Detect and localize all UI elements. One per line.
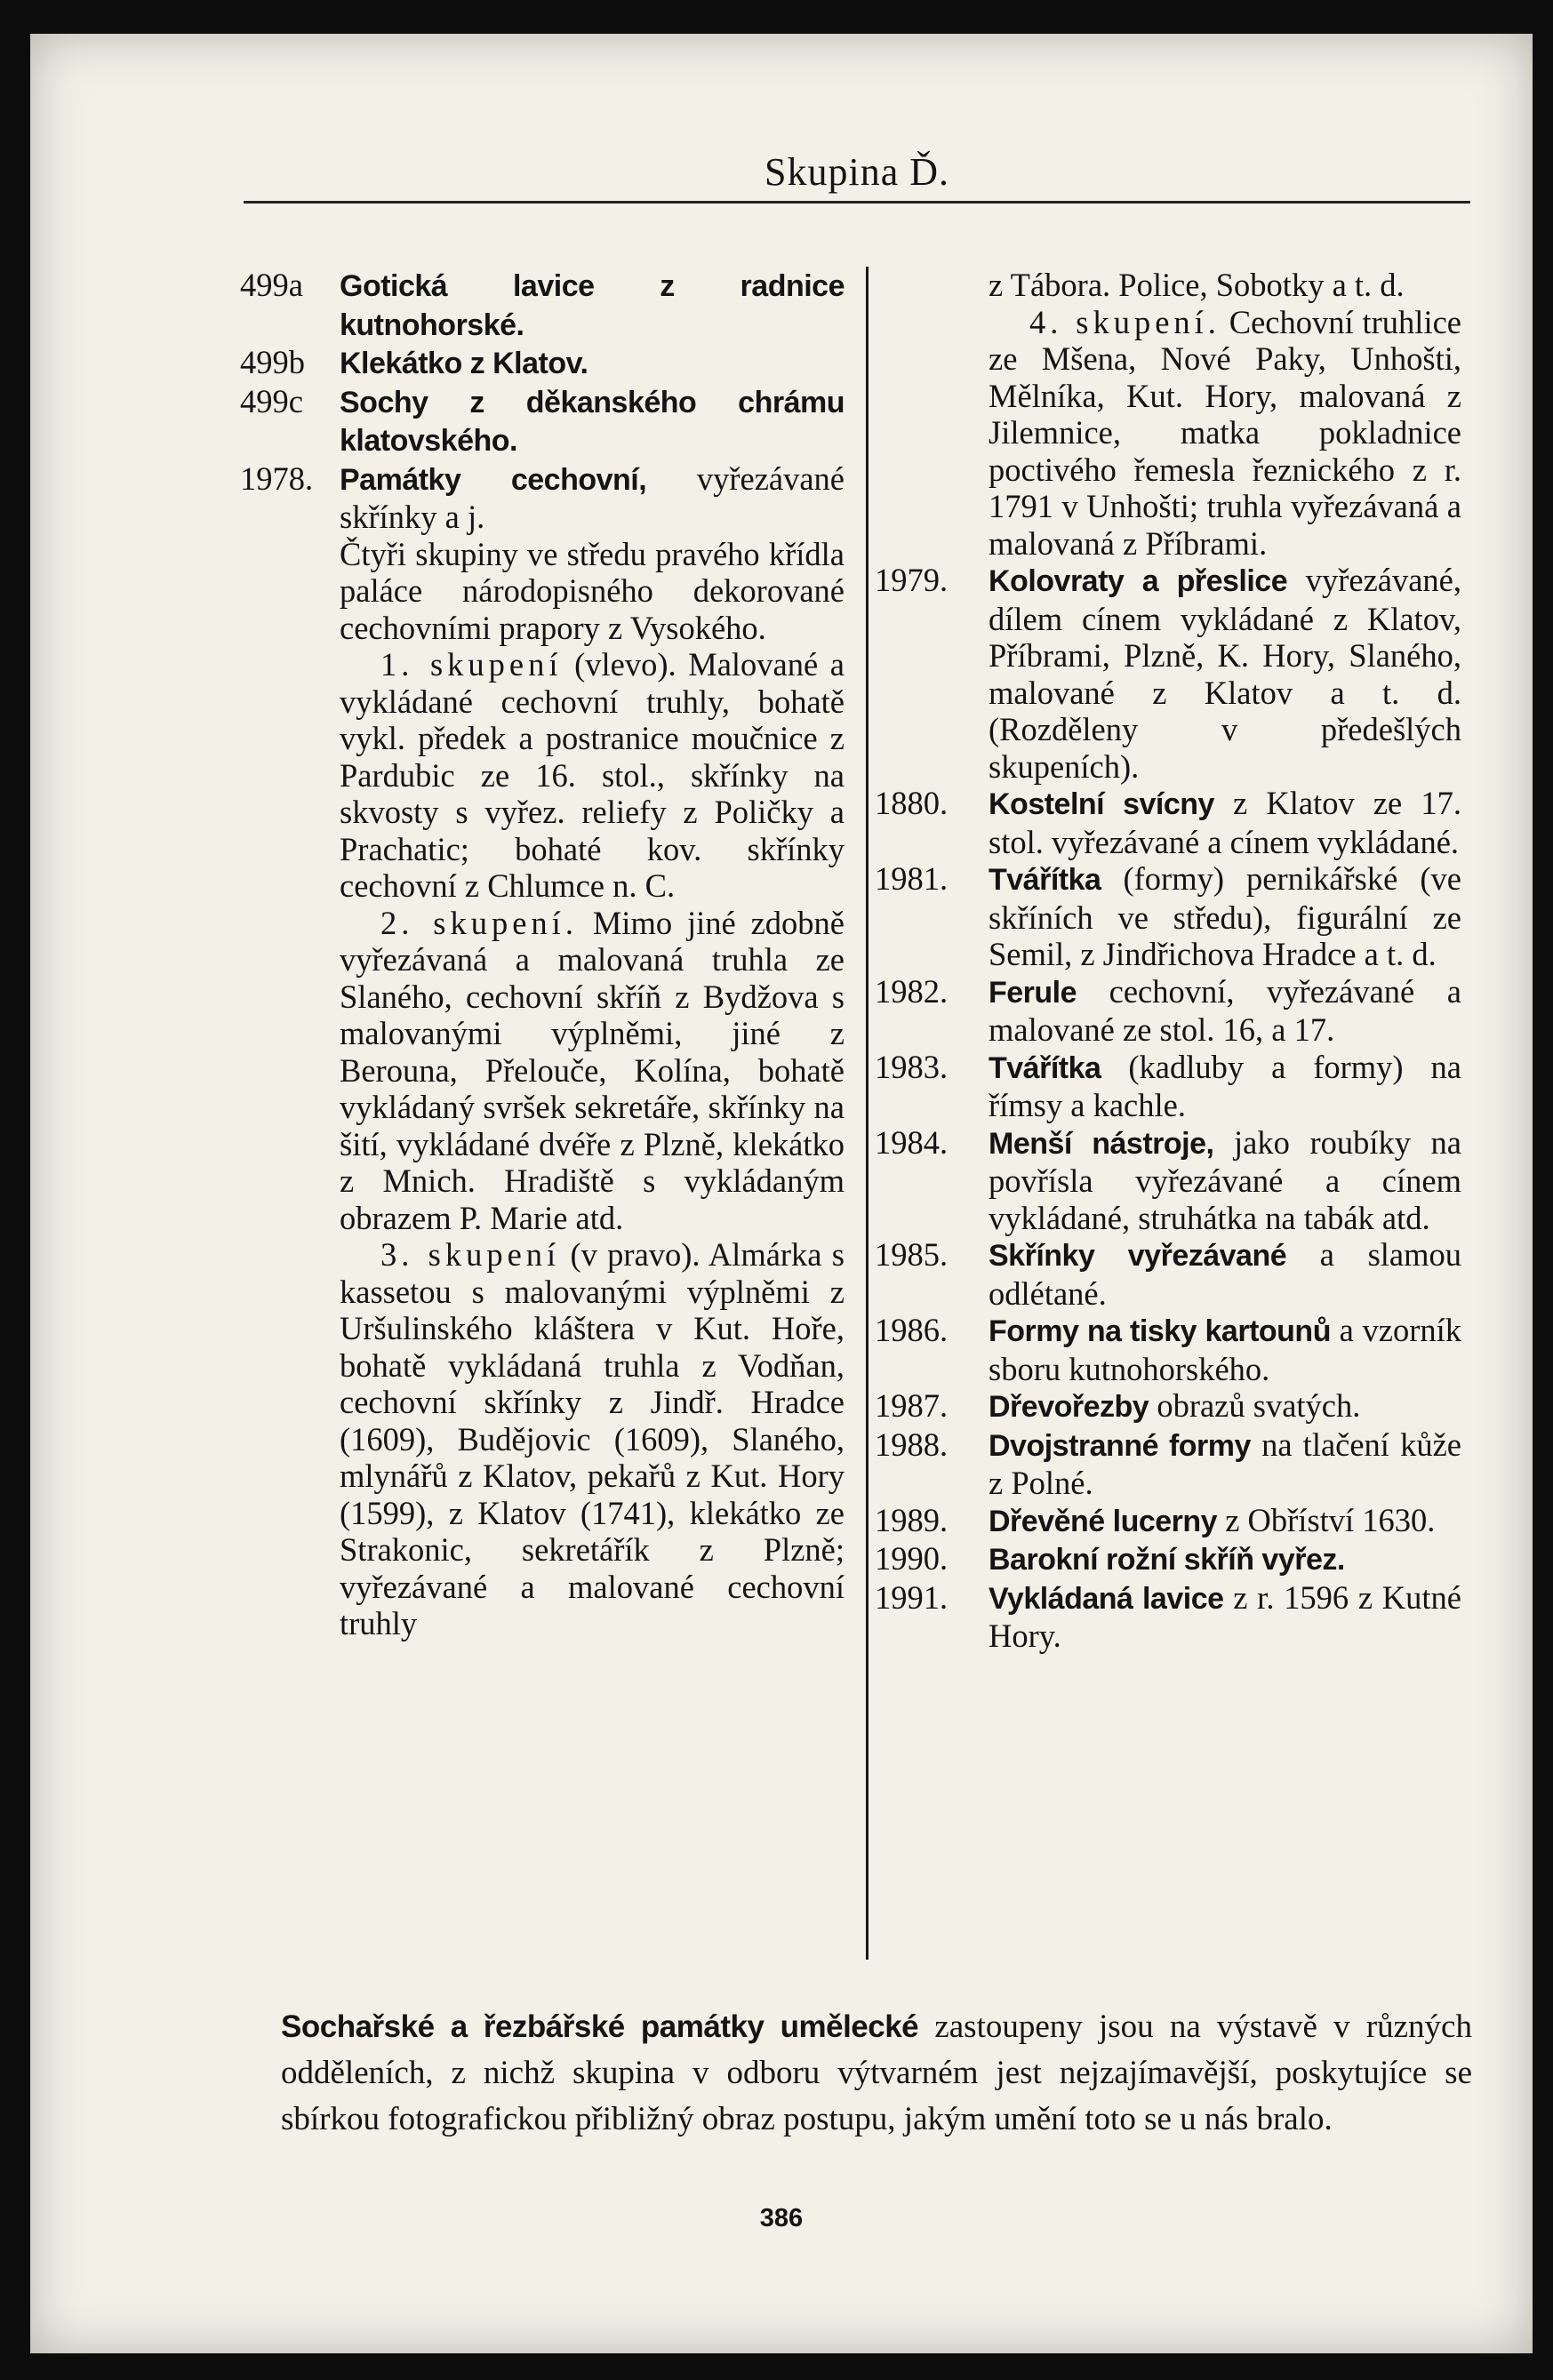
closing-heading: Sochařské a řezbářské památky umělecké [281, 2009, 919, 2044]
continued-text: z Tábora. Police, Sobotky a t. d. [989, 267, 1405, 303]
entry-1979 [875, 562, 1461, 785]
group-text: Mimo jiné zdobně vyřezávaná a malovaná truhla ze Slaného, cechovní skříň z Bydžova s malovanými výplněmi, jiné z Berouna, Přelouče, Kolína, bohatě vykládaný svršek sekretáře, skřínky na šití, vykládané dvéře z Plzně, klekátko z Mnich. Hradiště s vykládaným obrazem P. Marie atd. [340, 904, 845, 1236]
entry-text: z r. 1596 z Kutné Hory. [989, 1578, 1462, 1654]
entry-number: 1982. [875, 972, 949, 1010]
page-header [244, 149, 1470, 212]
group-text: Cechovní truhlice ze Mšena, Nové Paky, Unhošti, Mělníka, Kut. Hory, malovaná z Jilemnice, matka pokladnice poctivého řemesla řeznického z r. 1791 v Unhošti; truhla vyřezávaná a malovaná z Příbrami. [989, 303, 1461, 562]
entry-heading: Kolovraty a přeslice [989, 564, 1288, 598]
closing-text: zastoupeny jsou na výstavě v různých odděleních, z nichž skupina v odboru výtvarném jest nejzajímavější, poskytujíce se sbírkou fotografickou přibližný obraz postupu, jakým umění toto se u nás bralo. [281, 2009, 1472, 2137]
entry-1987 [875, 1387, 1461, 1426]
entry-heading: Vykládaná lavice [989, 1581, 1224, 1616]
entry-1880 [875, 785, 1461, 860]
entry-number: 1985. [875, 1236, 949, 1273]
entry-1990 [875, 1540, 1461, 1579]
entry-number: 1981. [875, 860, 949, 897]
entry-1981 [875, 860, 1461, 973]
book-page [30, 34, 1533, 2353]
entry-number: 1989. [875, 1501, 949, 1538]
entry-heading: Památky cechovní, [340, 462, 647, 497]
group-3 [340, 1236, 845, 1642]
entry-text: z Obříství 1630. [1217, 1501, 1436, 1538]
entry-499b [240, 344, 845, 383]
entry-heading: Ferule [989, 975, 1077, 1010]
entry-1991 [875, 1579, 1461, 1655]
right-column [875, 267, 1461, 1655]
entry-heading: Tvářítka [989, 1050, 1101, 1085]
left-column [240, 267, 845, 1642]
closing-paragraph [281, 2004, 1472, 2143]
entry-text: jako roubíky na povřísla vyřezávané a cínem vykládané, struhátka na tabák atd. [989, 1123, 1462, 1236]
entry-1986 [875, 1312, 1461, 1387]
entry-text: vyřezávané, dílem cínem vykládané z Klatov, Příbrami, Plzně, K. Hory, Slaného, malované z Klatov a t. d. (Rozděleny v předešlých skupeních). [989, 562, 1461, 785]
group-2 [340, 905, 845, 1237]
group-text: (v pravo). Almárka s kassetou s malovanými výplněmi z Uršulinského kláštera v Kut. Hoře, bohatě vykládaná truhla z Vodňan, cechovní skřínky z Jindř. Hradce (1609), Budějovic (1609), Slaného, mlynářů z Klatov, pekařů z Kut. Hory (1599), z Klatov (1741), klekátko ze Strakonic, sekretářík z Plzně; vyřezávané a malované cechovní truhly [340, 1236, 845, 1641]
entry-1978 [240, 460, 845, 1642]
entry-text: z Klatov ze 17. stol. vyřezávané a cínem vykládané. [989, 785, 1461, 860]
entry-text: a slamou odlétané. [989, 1236, 1462, 1312]
entry-heading: Tvářítka [989, 863, 1101, 897]
entry-heading: Menší nástroje, [989, 1126, 1214, 1161]
entry-number: 1979. [875, 562, 949, 598]
group-label: 2. skupení. [380, 904, 578, 941]
group-1 [340, 646, 845, 905]
entry-heading: Formy na tisky kartounů [989, 1314, 1331, 1348]
entry-1983 [875, 1049, 1461, 1124]
entry-number: 1880. [875, 785, 949, 821]
entry-number: 499a [240, 267, 303, 303]
entry-heading: Dřevěné lucerny [989, 1504, 1218, 1538]
entry-heading: Skřínky vyřezávané [989, 1239, 1287, 1273]
entry-499a [240, 267, 845, 344]
group-label: 4. skupení. [1029, 303, 1221, 340]
entry-text: vyřezávané skřínky a j. [340, 459, 845, 535]
entry-text: cechovní, vyřezávané a malované ze stol. 16, a 17. [989, 972, 1461, 1048]
column-divider [866, 267, 869, 1960]
group-label: 1. skupení [380, 646, 563, 683]
entry-number: 1987. [875, 1387, 949, 1424]
group-label: 3. skupení [380, 1236, 561, 1273]
header-rule [244, 201, 1470, 204]
entry-1985 [875, 1236, 1461, 1312]
entry-1989 [875, 1502, 1461, 1541]
entry-heading: Kostelní svícny [989, 787, 1214, 821]
entry-number: 1988. [875, 1426, 949, 1463]
entry-text: (kadluby a formy) na římsy a kachle. [989, 1048, 1461, 1123]
group-intro: Čtyři skupiny ve středu pravého křídla paláce národopisného dekorované cechovními prapory z Vysokého. [340, 535, 845, 646]
group-text: (vlevo). Malované a vykládané cechovní truhly, bohatě vykl. předek a postranice moučnice z Pardubic ze 16. stol., skřínky na skvosty s vyřez. reliefy z Poličky a Prachatic; bohaté kov. skřínky cechovní z Chlumce n. C. [340, 646, 845, 904]
entry-heading: Dřevořezby [989, 1390, 1149, 1424]
entry-text: a vzorník sboru kutnohorského. [989, 1312, 1461, 1387]
entry-1982 [875, 973, 1461, 1049]
group-4 [989, 304, 1461, 563]
entry-number: 499b [240, 344, 305, 380]
entry-1988 [875, 1426, 1461, 1502]
entry-number: 499c [240, 382, 303, 419]
section-title: Skupina Ď. [764, 150, 949, 194]
entry-text: obrazů svatých. [1149, 1387, 1361, 1424]
entry-heading: Dvojstranné formy [989, 1428, 1251, 1463]
page-number: 386 [759, 2204, 804, 2232]
entry-heading: Gotická lavice z radnice kutnohorské. [340, 269, 845, 342]
entry-499c [240, 383, 845, 460]
entry-heading: Barokní rožní skříň vyřez. [989, 1543, 1345, 1577]
entry-text: na tlačení kůže z Polné. [989, 1426, 1461, 1501]
entry-number: 1983. [875, 1048, 949, 1085]
entry-number: 1978. [240, 459, 314, 497]
entry-heading: Sochy z děkanského chrámu klatovského. [340, 385, 845, 458]
entry-heading: Klekátko z Klatov. [340, 347, 588, 380]
entry-number: 1984. [875, 1123, 949, 1161]
entry-number: 1991. [875, 1578, 949, 1616]
entry-number: 1990. [875, 1540, 949, 1577]
entry-1984 [875, 1124, 1461, 1237]
entry-text: (formy) pernikářské (ve skříních ve středu), figurální ze Semil, z Jindřichova Hradce a t. d. [989, 860, 1461, 972]
entry-number: 1986. [875, 1312, 949, 1348]
